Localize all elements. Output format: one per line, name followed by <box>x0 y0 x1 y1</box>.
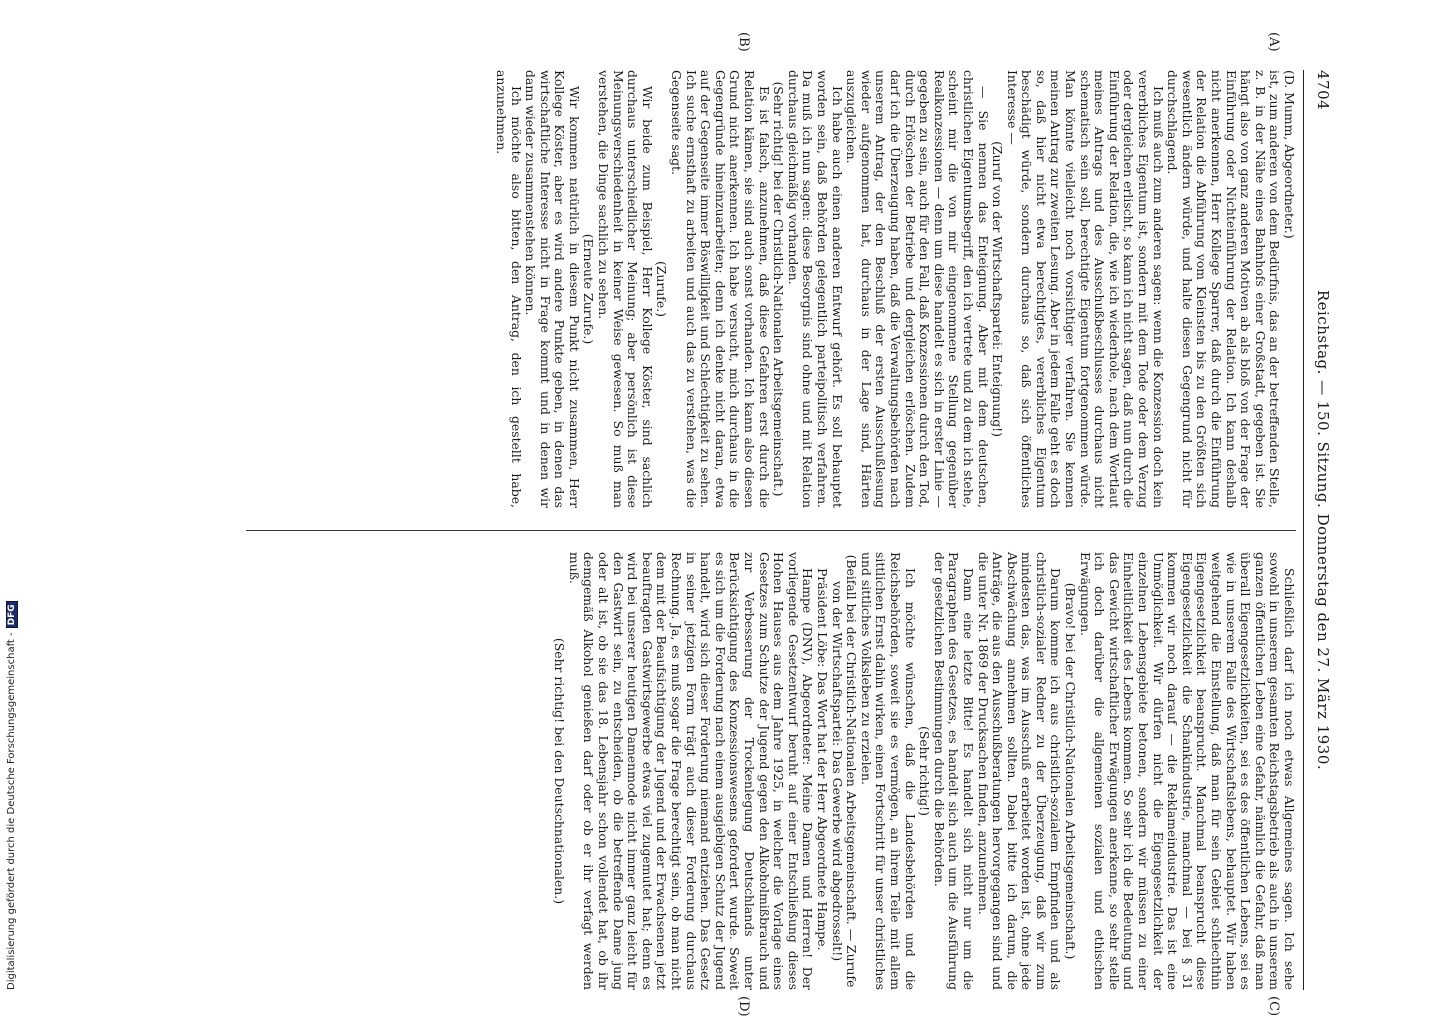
left-column <box>493 70 1296 508</box>
interjection: (Sehr richtig! bei der Christlich-Nationalen Arbeitsgemeinschaft.) <box>771 81 787 497</box>
paragraph: Ich möchte wünschen, daß die Landesbehörden und die Reichsbehörden, soweit sie es vermögen, an ihrem Teile mit allem sittlichen Ernst dahin wirken, einen Fortschritt für unser christliches und sittliches Volksleben zu erzielen. <box>858 552 918 990</box>
paragraph: Darum komme ich aus christlich-sozialem Empfinden und als christlich-sozialer Redner zu der Überzeugung, daß wir zum mindesten das, was im Ausschuß erarbeitet worden ist, ohne jede Abschwächung annehmen sollten. Dabei bitte ich darum, die Anträge, die aus den Ausschußberatungen hervorgegangen sind und die unter Nr. 1869 der Drucksachen finden, anzunehmen. <box>975 552 1064 990</box>
column-divider <box>246 530 1296 531</box>
rotated-document-page <box>100 32 1332 1017</box>
margin-marker-c: (C) <box>1266 996 1281 1017</box>
president-statement: Präsident Löbe: Das Wort hat der Herr Abgeordnete Hampe. <box>815 568 830 951</box>
interjection: (Zuruf von der Wirtschaftspartei: Enteignung!) <box>990 141 1006 437</box>
paragraph: Wir beide zum Beispiel, Herr Kollege Köster, sind sachlich durchaus unterschiedlicher Meinung; aber persönlich ist diese Meinungsverschiedenheit in keiner Weise gewesen. So muß man verstehen, die Dinge sachlich zu sehen. <box>596 70 655 508</box>
right-column <box>552 552 1296 990</box>
interjection: (Sehr richtig! bei den Deutschnationalen.) <box>552 637 568 905</box>
margin-marker-d: (D) <box>736 996 751 1017</box>
digitization-credit <box>6 604 18 990</box>
paragraph: Dann eine letzte Bitte! Es handelt sich nicht nur um die Paragraphen des Gesetzes, es handelt sich auch um die Ausführung der gesetzlichen Bestimmungen durch die Behörden. <box>931 552 976 990</box>
credit-text: Digitalisierung gefördert durch die Deutsche Forschungsgemeinschaft - <box>6 632 17 990</box>
header-rule <box>1303 70 1304 990</box>
paragraph: Wir kommen natürlich in diesem Punkt nicht zusammen, Herr Kollege Köster, aber es wird andere Punkte geben, in denen das wirtschaftliche Interesse nicht in Frage kommt und in denen wir dann wieder zusammenstehen können. <box>523 70 582 508</box>
paragraph: Ich habe auch einen anderen Entwurf gehört. Es soll behauptet worden sein, daß Behörden gelegentlich parteipolitisch verfahren. Da muß ich nun sagen: diese Besorgnis sind ohne und mit Relation durchaus gleichmäßig vorhanden. <box>785 70 845 508</box>
paragraph: — Sie nennen das Enteignung. Aber mit dem deutschen, christlichen Eigentumsbegriff, den ich vertrete und zu dem ich stehe, scheint mir die von mir eingenommene Stellung gegenüber Realkonzessionen — denn um diese handelt es sich in erster Linie — gegeben zu sein, auch für den Fall, daß Konzessionen durch den Tod, durch Erlöschen der Betriebe und dergleichen erlöschen. Zudem darf ich die Überzeugung haben, daß die Verwaltungsbehörden nach unserem Antrag, der den Beschluß der ersten Ausschußlesung wieder aufgenommen hat, durchaus in der Lage sind, Härten auszugleichen. <box>844 70 991 508</box>
paragraph: Schließlich darf ich noch etwas Allgemeines sagen. Ich sehe sowohl in unserem gesamten Reichstagsbetrieb als auch in unserem ganzen öffentlichen Leben eine Gefahr, nämlich die Gefahr, daß man überall Eigengesetzlichkeiten, sei es des öffentlichen Lebens, sei es wie in unserem Falle des Wirtschaftslebens, behauptet. Wir haben weitgehend die Einstellung, daß man für sein Gebiet schlechthin Eigengesetzlichkeit beansprucht. Manchmal beansprucht diese Eigengesetzlichkeit die Schankindustrie, manchmal — bei § 31 kommen wir noch darauf — die Reklameindustrie. Das ist eine Unmöglichkeit. Wir dürfen nicht die Eigengesetzlichkeit der einzelnen Lebensgebiete betonen, sondern wir müssen zu einer Einheitlichkeit des Lebens kommen. So sehr ich die Bedeutung und das Gewicht wirtschaftlicher Erwägungen anerkenne, so sehr stelle ich doch darüber die allgemeinen sozialen und ethischen Erwägungen. <box>1077 552 1297 990</box>
margin-marker-b: (B) <box>736 32 751 52</box>
interjection: (Sehr richtig!) <box>917 726 933 816</box>
interjection: (Erneute Zurufe.) <box>581 233 597 345</box>
speaker-continuation: (D. Mumm, Abgeordneter.) <box>1282 70 1297 239</box>
paragraph: Ich möchte also bitten, den Antrag, den ich gestellt habe, anzunehmen. <box>493 70 524 508</box>
interjection: (Zurufe.) <box>654 260 670 318</box>
speaker-paragraph: Hampe (DNV), Abgeordneter: Meine Damen und Herren! Der vorliegende Gesetzentwurf beruht auf einer Entschließung dieses Hohen Hauses aus dem Jahre 1925, in welcher die Vorlage eines Gesetzes zum Schutze der Jugend gegen den Alkoholmißbrauch und zur Verbesserung der Trockenlegung Deutschlands unter Berücksichtigung des Konzessionswesens gefordert wurde. Soweit es sich um die Forderung nach einem ausgiebigen Schutz der Jugend handelt, wird sich dieser Forderung niemand entziehen. Das Gesetz in seiner jetzigen Form trägt auch dieser Forderung durchaus Rechnung. Ja, es muß sogar die Frage berechtigt sein, ob man nicht dem mit der Beaufsichtigung der Jugend und der Erwachsenen jetzt beauftragten Gastwirtsgewerbe etwas viel zugemutet hat; denn es wird bei unserer heutigen Damenmode nicht immer ganz leicht für den Gastwirt sein, zu entscheiden, ob die betreffende Dame jung oder alt ist, ob sie das 18. Lebensjahr schon vollendet hat, ob ihr demgemäß Alkohol genießen darf oder ob er ihr verfagt werden muß. <box>566 552 816 990</box>
page-number: 4704 <box>1314 70 1332 111</box>
interjection: (Beifall bei der Christlich-Nationalen Arbeitsgemeinschaft. — Zurufe von der Wirtschaftspartei: Das Gewerbe wird abgedrosselt!) <box>829 554 860 988</box>
interjection: (Bravo! bei der Christlich-Nationalen Arbeitsgemeinschaft.) <box>1063 582 1079 960</box>
paragraph: ist, zum anderen von dem Bedürfnis, das an der betreffenden Stelle, z. B. in der Nähe eines Bahnhofs einer Großstadt, gegeben ist. Sie hängt also von ganz anderen Motiven ab als bloß von der Frage der Einführung oder Nichteinführung der Relation. Ich kann deshalb nicht anerkennen, Herr Kollege Sparrer, daß durch die Einführung der Relation die Abführung vom Kleinsten bis zu den Größten sich wesentlich ändern würde, und halte diesen Gegengrund nicht für durchschlagend. <box>1165 70 1283 508</box>
header-title: Reichstag. — 150. Sitzung. Donnerstag den 27. März 1930. <box>1314 289 1332 771</box>
page-header <box>1310 70 1330 990</box>
paragraph: Ich muß auch zum anderen sagen: wenn die Konzession doch kein vererbliches Eigentum ist, sondern mit dem Tode oder dem Verzug oder dergleichen erlischt, so kann ich nicht sagen, daß nun durch die Einführung der Relation, die, wie ich wiederhole, nach dem Wortlaut meines Antrags und des Ausschußbeschlusses durchaus nicht schematisch sein soll, berechtigte Eigentum fortgenommen würde. Man könnte vielleicht noch vorsichtiger verfahren. Sie kennen meinen Antrag zur zweiten Lesung. Aber in jedem Falle geht es doch so, daß hier nicht etwa berechtigtes, vererbliches Eigentum beschädigt würde, sondern durchaus so, daß sich öffentliches Interesse — <box>1004 70 1166 508</box>
margin-marker-a: (A) <box>1266 32 1281 52</box>
dfg-logo: DFG <box>6 601 18 628</box>
paragraph: Es ist falsch, anzunehmen, daß diese Gefahren erst durch die Relation kämen, sie sind auch sonst vorhanden. Ich kann also diesen Grund nicht anerkennen. Ich habe versucht, mich durchaus in die Gegengründe hineinzuarbeiten; denn ich denke nicht daran, etwa auf der Gegenseite immer Böswilligkeit und Schlechtigkeit zu sehen. Ich suche ernsthaft zu arbeiten und auch das zu verstehen, was die Gegenseite sagt. <box>669 70 772 508</box>
